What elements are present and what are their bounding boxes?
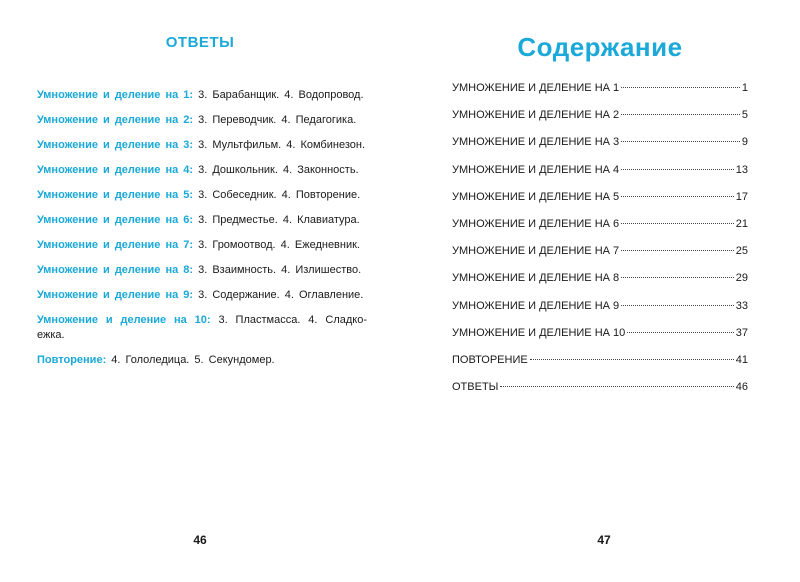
toc-row[interactable] [452, 164, 748, 191]
toc-row[interactable] [452, 245, 748, 272]
toc-label: УМНОЖЕНИЕ И ДЕЛЕНИЕ НА 5 [452, 190, 620, 203]
answer-key: Умножение и деление на 5: [37, 189, 194, 201]
toc-leader-dots [621, 277, 734, 278]
toc-leader-dots [500, 386, 733, 387]
toc-page-number: 21 [735, 217, 748, 230]
answer-text: 3. Взаимность. 4. Излишество. [193, 264, 362, 276]
toc-label: УМНОЖЕНИЕ И ДЕЛЕНИЕ НА 6 [452, 217, 620, 230]
answer-key: Умножение и деление на 10: [37, 314, 211, 326]
toc-row[interactable] [452, 109, 748, 136]
answer-text: 3. Содержание. 4. Оглавление. [193, 289, 364, 301]
toc-page-number: 29 [735, 272, 748, 285]
toc-row[interactable] [452, 191, 748, 218]
answer-key: Повторение: [37, 354, 107, 366]
answer-key: Умножение и деление на 4: [37, 164, 194, 176]
toc-leader-dots [621, 114, 740, 115]
toc-page-number: 5 [741, 109, 748, 122]
toc-label: УМНОЖЕНИЕ И ДЕЛЕНИЕ НА 1 [452, 82, 620, 94]
toc-label: ОТВЕТЫ [452, 381, 499, 394]
answer-item [37, 353, 367, 368]
toc-leader-dots [530, 359, 734, 360]
answer-item [37, 163, 367, 178]
toc-leader-dots [621, 223, 734, 224]
answer-key: Умножение и деление на 6: [37, 214, 194, 226]
answer-text: 3. Переводчик. 4. Педагогика. [193, 114, 357, 126]
toc-row[interactable] [452, 381, 748, 408]
toc-row[interactable] [452, 300, 748, 327]
answer-text: 3. Мультфильм. 4. Комбинезон. [193, 139, 365, 151]
toc-leader-dots [621, 87, 740, 88]
answer-key: Умножение и деление на 8: [37, 264, 194, 276]
toc-leader-dots [621, 196, 734, 197]
toc-row[interactable] [452, 327, 748, 354]
answer-item [37, 238, 367, 253]
toc-label: УМНОЖЕНИЕ И ДЕЛЕНИЕ НА 4 [452, 163, 620, 176]
answers-title: ОТВЕТЫ [165, 34, 235, 51]
answer-item [37, 88, 367, 103]
toc-leader-dots [621, 305, 734, 306]
toc-row[interactable] [452, 82, 748, 109]
toc-label: УМНОЖЕНИЕ И ДЕЛЕНИЕ НА 8 [452, 272, 620, 285]
toc-label: УМНОЖЕНИЕ И ДЕЛЕНИЕ НА 3 [452, 136, 620, 149]
toc-leader-dots [621, 141, 740, 142]
answer-key: Умножение и деление на 3: [37, 139, 194, 151]
toc-page-number: 41 [735, 353, 748, 366]
toc-page-number: 46 [735, 381, 748, 394]
answer-text: 3. Громоотвод. 4. Ежедневник. [193, 239, 360, 251]
toc-leader-dots [627, 332, 733, 333]
toc-row[interactable] [452, 272, 748, 299]
answer-key: Умножение и деление на 2: [37, 114, 194, 126]
answer-item [37, 113, 367, 128]
toc-leader-dots [621, 250, 734, 251]
answer-item [37, 213, 367, 228]
toc-row[interactable] [452, 218, 748, 245]
toc-page-number: 37 [735, 326, 748, 339]
answer-text: 4. Гололедица. 5. Секундомер. [106, 354, 275, 366]
toc-label: УМНОЖЕНИЕ И ДЕЛЕНИЕ НА 10 [452, 326, 626, 339]
answer-key: Умножение и деление на 7: [37, 239, 194, 251]
toc-row[interactable] [452, 354, 748, 381]
toc-label: УМНОЖЕНИЕ И ДЕЛЕНИЕ НА 9 [452, 299, 620, 312]
toc-page-number: 17 [735, 190, 748, 203]
toc-page-number: 9 [741, 136, 748, 149]
toc-page-number: 33 [735, 299, 748, 312]
answer-item [37, 288, 367, 303]
toc-list [452, 82, 748, 408]
answer-item [37, 313, 367, 343]
contents-page [400, 0, 800, 582]
answer-text: 3. Собеседник. 4. Повторение. [193, 189, 361, 201]
toc-leader-dots [621, 169, 734, 170]
answer-item [37, 263, 367, 278]
answer-text: 3. Барабанщик. 4. Водопровод. [193, 89, 364, 101]
toc-page-number: 25 [735, 245, 748, 258]
page-number-left: 46 [193, 533, 207, 547]
toc-label: УМНОЖЕНИЕ И ДЕЛЕНИЕ НА 2 [452, 109, 620, 122]
answer-text: 3. Пластмасса. 4. Сладко-ежка. [37, 314, 367, 341]
answer-item [37, 138, 367, 153]
answers-list [37, 88, 367, 378]
toc-label: УМНОЖЕНИЕ И ДЕЛЕНИЕ НА 7 [452, 245, 620, 258]
toc-row[interactable] [452, 136, 748, 163]
answer-key: Умножение и деление на 1: [37, 89, 194, 101]
page-number-right: 47 [597, 533, 611, 547]
answer-key: Умножение и деление на 9: [37, 289, 194, 301]
toc-label: ПОВТОРЕНИЕ [452, 353, 528, 366]
answer-text: 3. Дошкольник. 4. Законность. [193, 164, 359, 176]
toc-page-number: 1 [741, 82, 748, 94]
contents-title: Содержание [517, 32, 683, 62]
toc-page-number: 13 [735, 163, 748, 176]
answer-item [37, 188, 367, 203]
answer-text: 3. Предместье. 4. Клавиатура. [193, 214, 360, 226]
